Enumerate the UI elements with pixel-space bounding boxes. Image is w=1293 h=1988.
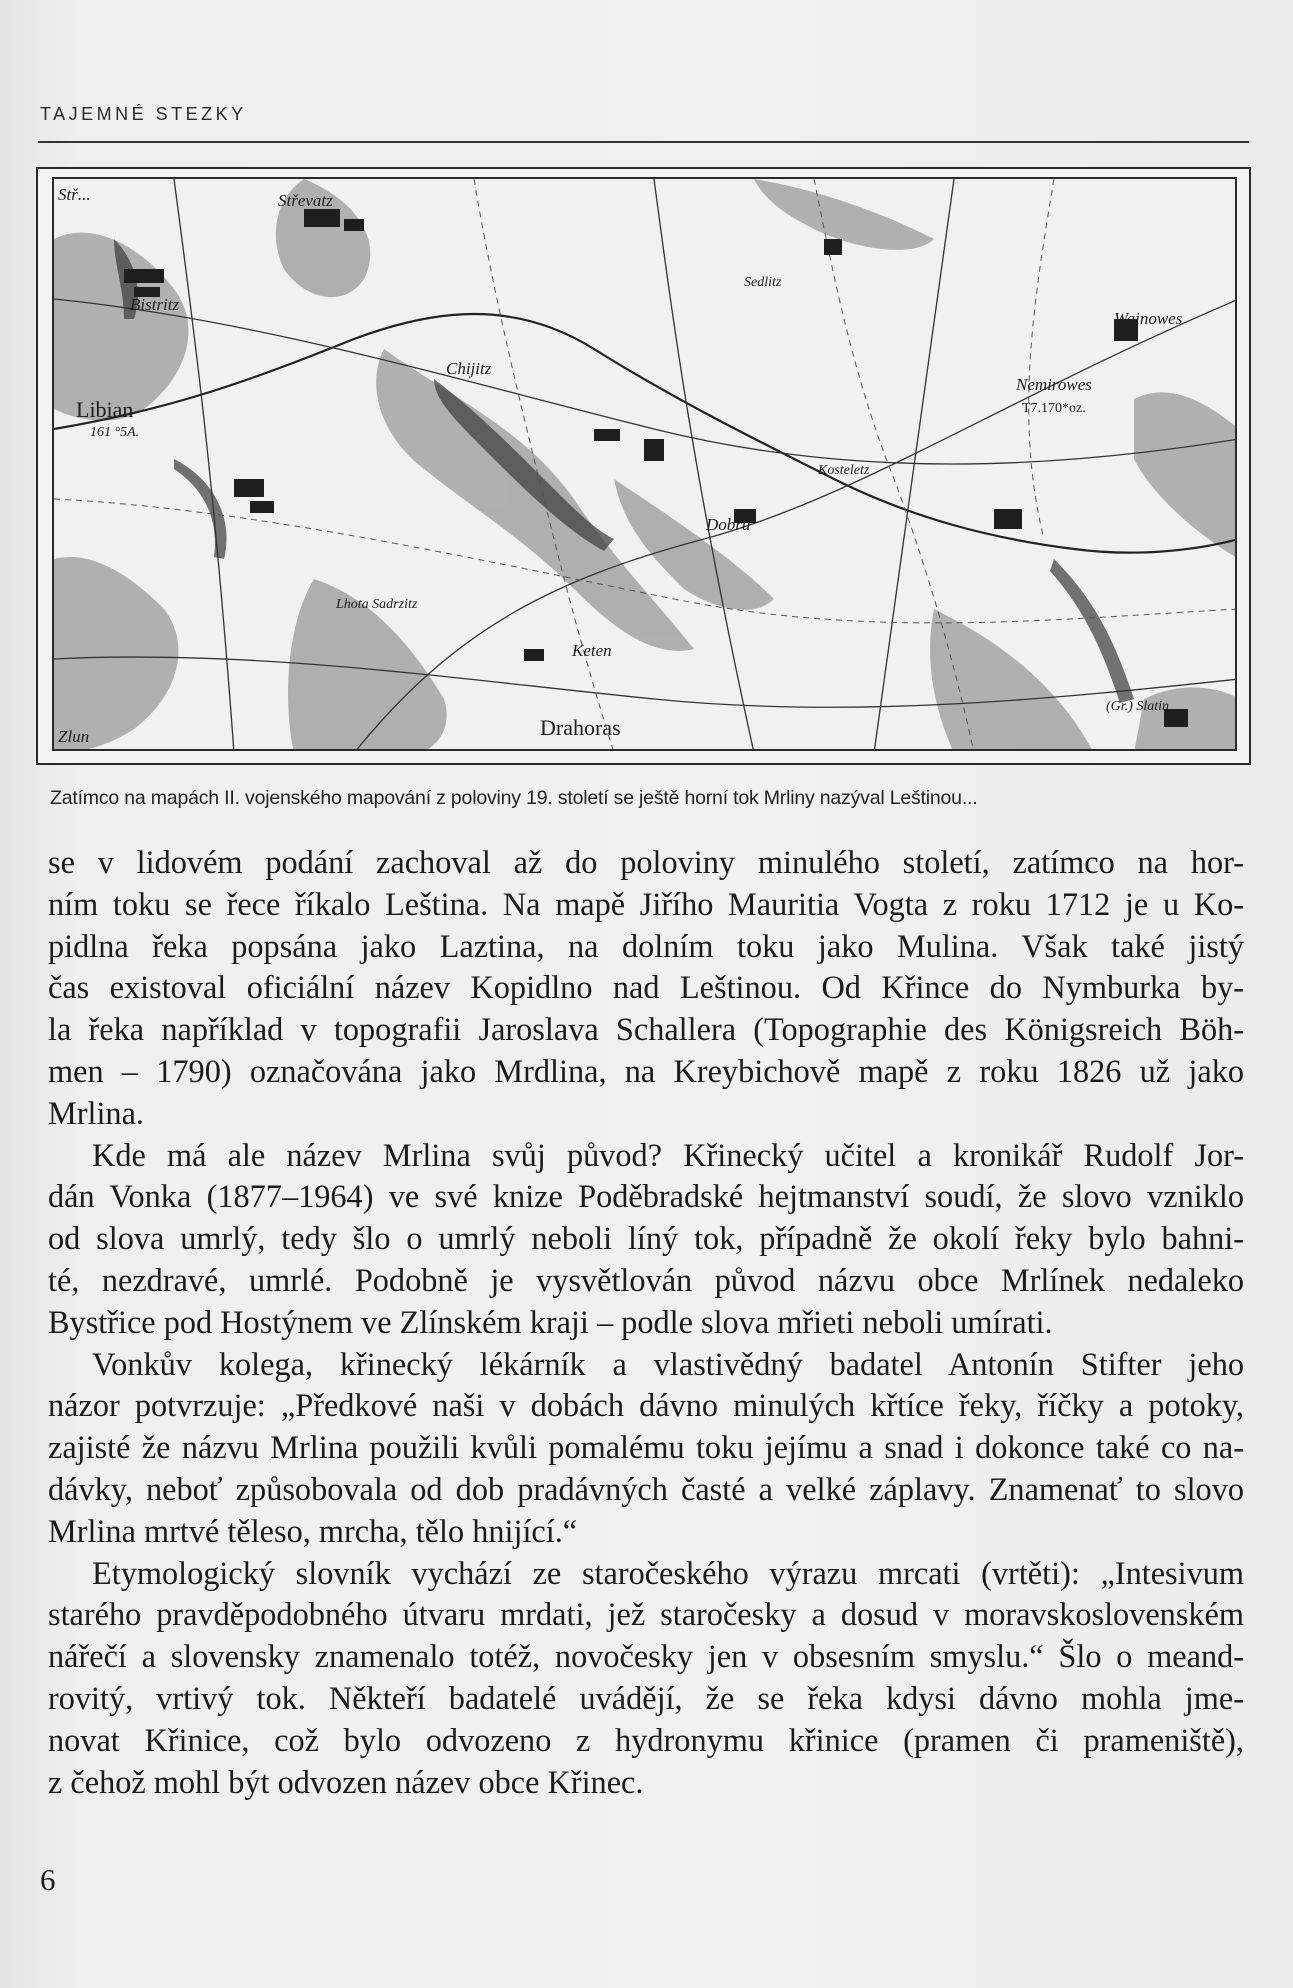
text-line: starého pravděpodobného útvaru mrdati, jež staročesky a dosud v moravskoslovenském [48,1596,1244,1633]
figure-caption: Zatímco na mapách II. vojenského mapování z poloviny 19. století se ještě horní tok Mrliny nazýval Leštinou... [50,787,978,809]
map-label: Stř... [58,185,91,204]
text-line: se v lidovém podání zachoval až do poloviny minulého století, zatímco na hor- [48,844,1244,880]
map-label: T7.170*oz. [1022,401,1086,416]
paragraph [48,1344,1244,1553]
paragraph [48,842,1244,1135]
text-line: men – 1790) označována jako Mrdlina, na Kreybichově mapě z roku 1826 už jako [48,1052,1244,1089]
map-label: Lhota Sadrzitz [336,597,418,612]
map-label: Střevatz [278,191,333,210]
map-drawing [54,179,1237,751]
map-label: Keten [572,641,612,660]
text-line: té, nezdravé, umrlé. Podobně je vysvětlován původ názvu obce Mrlínek nedaleko [48,1261,1244,1298]
map-label: Kosteletz [818,463,870,478]
text-line: novat Křinice, což bylo odvozeno z hydronymu křinice (pramen či prameniště), [48,1721,1244,1758]
body-text [48,842,1244,1803]
map-label: Libian [76,397,134,422]
text-line: dán Vonka (1877–1964) ve své knize Poděbradské hejtmanství soudí, že slovo vzniklo [48,1178,1244,1215]
header-rule [38,141,1249,143]
text-line: rovitý, vrtivý tok. Někteří badatelé uvádějí, že se řeka kdysi dávno mohla jme- [48,1679,1244,1716]
text-line: zajisté že názvu Mrlina použili kvůli pomalému toku jejímu a snad i dokonce také co na- [48,1429,1244,1466]
text-line: Mrlina. [48,1094,144,1131]
map-label: Wainowes [1114,309,1183,328]
text-line: Vonkův kolega, křinecký lékárník a vlastivědný badatel Antonín Stifter jeho [92,1345,1244,1382]
map-label: Drahoras [540,715,621,740]
map-label: Zlun [58,727,90,746]
page-number: 6 [40,1862,56,1897]
text-line: pidlna řeka popsána jako Laztina, na dolním toku jako Mulina. Však také jistý [48,927,1244,964]
text-line: ním toku se řece říkalo Leština. Na mapě Jiřího Mauritia Vogta z roku 1712 je u Ko- [48,885,1244,922]
text-line: čas existoval oficiální název Kopidlno nad Leštinou. Od Křince do Nymburka by- [48,969,1244,1006]
map-image [52,177,1237,751]
map-label: Chijitz [446,359,492,378]
text-line: Bystřice pod Hostýnem ve Zlínském kraji – podle slova mřieti neboli umírati. [48,1303,1053,1340]
text-line: Etymologický slovník vychází ze staročeského výrazu mrcati (vrtěti): „Intesivum [92,1554,1244,1591]
map-label: 161 °5A. [90,425,140,440]
text-line: Mrlina mrtvé těleso, mrcha, tělo hnijící.“ [48,1512,578,1549]
text-line: nářečí a slovensky znamenalo totéž, novočesky jen v obsesním smyslu.“ Šlo o meand- [48,1638,1244,1675]
map-label: Bistritz [130,295,180,314]
text-line: od slova umrlý, tedy šlo o umrlý neboli líný tok, případně že okolí řeky bylo bahni- [48,1220,1244,1257]
historical-map-figure [36,167,1251,765]
map-label: (Gr.) Slatin [1106,699,1169,714]
paragraph [48,1135,1244,1344]
text-line: dávky, neboť způsobovala od dob pradávných časté a velké záplavy. Znamenať to slovo [48,1470,1244,1507]
text-line: z čehož mohl být odvozen název obce Křinec. [48,1763,644,1800]
text-line: Kde má ale název Mrlina svůj původ? Křinecký učitel a kronikář Rudolf Jor- [92,1136,1244,1173]
map-label: Nemirowes [1016,375,1092,394]
text-line: la řeka například v topografii Jaroslava Schallera (Topographie des Königsreich Böh- [48,1011,1244,1048]
paragraph [48,1553,1244,1804]
text-line: názor potvrzuje: „Předkové naši v dobách dávno minulých křtíce řeky, říčky a potoky, [48,1387,1244,1424]
running-title: TAJEMNÉ STEZKY [40,104,247,124]
map-label: Sedlitz [744,275,782,290]
map-label: Dobru [706,515,751,534]
